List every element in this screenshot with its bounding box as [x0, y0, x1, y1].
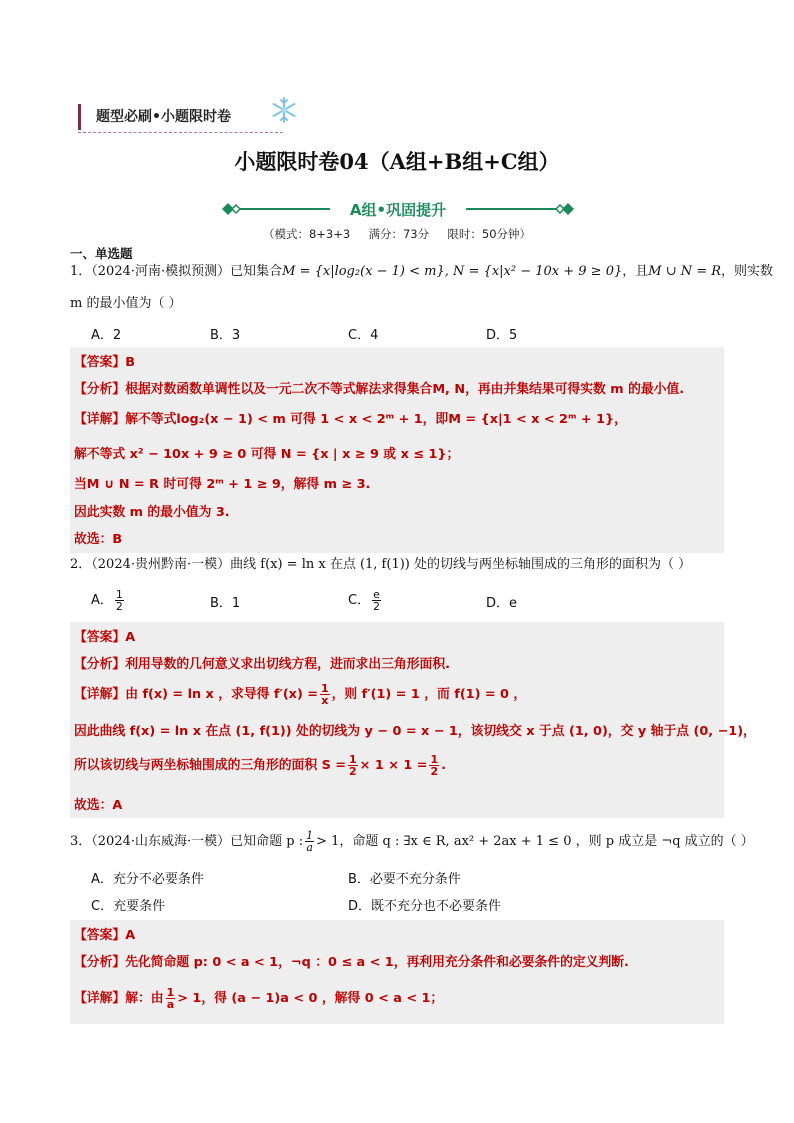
q2-detail-3-fraction-1 [348, 754, 358, 777]
q1-detail-4: 因此实数 m 的最小值为 3. [74, 505, 230, 520]
q1-detail-2: 解不等式 x² − 10x + 9 ≥ 0 可得 N = {x | x ≥ 9 或 x ≤ 1}； [74, 447, 460, 462]
q1-analysis: 【分析】根据对数函数单调性以及一元二次不等式解法求得集合M, N，再由并集结果可得实数 m 的最小值. [74, 382, 685, 397]
q2-answer: 【答案】A [74, 630, 136, 645]
q3-analysis: 【分析】先化简命题 p: 0 < a < 1，¬q ：0 ≤ a < 1，再利用充分条件和必要条件的定义判断. [74, 955, 629, 970]
fraction-denominator: x [321, 694, 329, 707]
fraction-denominator: 2 [372, 600, 380, 613]
q3-detail-1 [74, 987, 443, 1010]
fraction-numerator: e [373, 588, 380, 601]
q1-sets: M = {x|log₂(x − 1) < m}, N = {x|x² − 10x + 9 ≥ 0} [282, 264, 623, 279]
fraction-numerator: 1 [430, 753, 439, 766]
q2-detail-3-end: . [441, 758, 446, 773]
section-title: 一、单选题 [70, 246, 133, 261]
fraction-denominator: a [306, 841, 313, 854]
q2-detail-2: 因此曲线 f(x) = ln x 在点 (1, f(1)) 处的切线为 y − 0 = x − 1，该切线交 x 于点 (1, 0)，交 y 轴于点 (0, −1)， [74, 724, 756, 739]
q3-detail-1-a: 【详解】解：由 [74, 991, 164, 1006]
q1-option-a: A．2 [91, 328, 122, 343]
q2-analysis: 【分析】利用导数的几何意义求出切线方程，进而求出三角形面积. [74, 657, 450, 672]
header-banner [78, 100, 288, 134]
fraction-numerator: 1 [166, 986, 175, 999]
q2-option-a-fraction [115, 589, 124, 612]
q3-line-1-fraction [305, 830, 314, 853]
fraction-numerator: 1 [320, 682, 329, 695]
q1-answer: 【答案】B [74, 355, 135, 370]
q2-option-a-label: A． [91, 593, 113, 608]
q1-suffix: ，且 [622, 264, 649, 279]
q1-end: ，则实数 [721, 264, 774, 279]
fraction-denominator: 2 [115, 600, 123, 613]
q2-choose: 故选：A [74, 798, 123, 813]
q1-option-c: C．4 [348, 328, 379, 343]
fraction-denominator: 2 [430, 765, 439, 778]
q2-detail-1-b: ，则 f′(1) = 1 ，而 f(1) = 0 ， [331, 687, 527, 702]
group-heading [218, 198, 578, 220]
fraction-numerator: 1 [306, 829, 314, 842]
q2-detail-1-a: 【详解】由 f(x) = ln x ，求导得 f′(x) = [74, 687, 318, 702]
q3-line-1-b: > 1，命题 q : ∃x ∈ R, ax² + 2ax + 1 ≤ 0 ，则 p 成立是 ¬q 成立的（ ） [316, 834, 754, 849]
q3-detail-1-b: > 1，得 (a − 1)a < 0 ，解得 0 < a < 1； [177, 991, 444, 1006]
q1-detail-3: 当M ∪ N = R 时可得 2ᵐ + 1 ≥ 9，解得 m ≥ 3. [74, 477, 371, 492]
question-1-line-2: m 的最小值为（ ） [70, 296, 182, 311]
q2-option-c [348, 589, 383, 612]
q1-union: M ∪ N = R [648, 264, 722, 279]
fraction-denominator: 2 [349, 765, 357, 778]
fraction-denominator: a [166, 998, 175, 1011]
q1-detail-1: 【详解】解不等式log₂(x − 1) < m 可得 1 < x < 2ᵐ + 1，即M = {x|1 < x < 2ᵐ + 1}， [74, 412, 627, 427]
fraction-numerator: 1 [349, 753, 357, 766]
question-2-line-1: 2．（2024·贵州黔南·一模）曲线 f(x) = ln x 在点 (1, f(1)) 处的切线与两坐标轴围成的三角形的面积为（ ） [70, 557, 692, 572]
q2-option-c-label: C． [348, 593, 371, 608]
q3-option-c: C．充要条件 [91, 899, 166, 914]
q1-choose: 故选：B [74, 532, 123, 547]
q2-detail-1-fraction [320, 683, 330, 706]
q3-option-a: A．充分不必要条件 [91, 872, 204, 887]
banner-label: 题型必刷•小题限时卷 [96, 109, 231, 125]
q2-option-c-fraction [372, 589, 381, 612]
q2-option-b: B．1 [210, 596, 241, 611]
group-label: A组•巩固提升 [349, 201, 447, 219]
page-title: 小题限时卷04（A组+B组+C组） [234, 149, 560, 174]
q2-option-d: D．e [486, 596, 518, 611]
q3-answer: 【答案】A [74, 928, 136, 943]
q3-option-d: D．既不充分也不必要条件 [348, 899, 502, 914]
q3-detail-1-fraction [166, 987, 176, 1010]
fraction-numerator: 1 [115, 588, 123, 601]
snowflake-icon [270, 96, 298, 124]
q2-detail-3 [74, 754, 446, 777]
q1-option-b: B．3 [210, 328, 241, 343]
q2-detail-3-fraction-2 [429, 754, 439, 777]
q2-detail-3-mid: × 1 × 1 = [359, 758, 428, 773]
banner-accent-bar [78, 104, 81, 130]
q1-prefix: 1．（2024·河南·模拟预测）已知集合 [70, 264, 283, 279]
q3-option-b: B．必要不充分条件 [348, 872, 461, 887]
q1-option-d: D．5 [486, 328, 518, 343]
q2-detail-3-a: 所以该切线与两坐标轴围成的三角形的面积 S = [74, 758, 346, 773]
question-1-line-1 [70, 262, 773, 282]
q2-detail-1 [74, 683, 526, 706]
question-3-line-1 [70, 830, 754, 853]
q2-option-a [91, 589, 126, 612]
exam-mode-line: （模式：8+3+3 满分：73分 限时：50分钟） [262, 227, 532, 241]
banner-divider [78, 132, 283, 133]
q3-line-1-a: 3．（2024·山东威海·一模）已知命题 p : [70, 834, 304, 849]
